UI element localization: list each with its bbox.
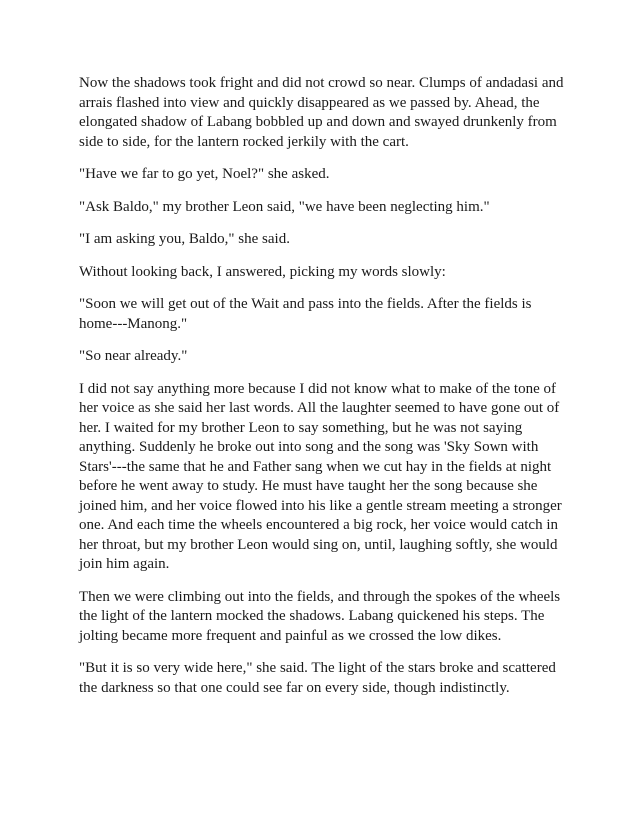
paragraph-2: "Have we far to go yet, Noel?" she asked. bbox=[79, 166, 330, 182]
story-text bbox=[79, 74, 569, 711]
paragraph-8: I did not say anything more because I did not know what to make of the tone of her voice as she said her last words. All the laughter seemed to have gone out of her. I waited for my brother Leon to say something, but he was not saying anything. Suddenly he broke out into song and the song was 'Sky Sown with Stars'---the same that he and Father sang when we cut hay in the fields at night before he went away to study. He must have taught her the song because she joined him, and her voice flowed into his like a gentle stream meeting a stronger one. And each time the wheels encountered a big rock, her voice would catch in her throat, but my brother Leon would sing on, until, laughing softly, she would join him again. bbox=[79, 380, 562, 572]
paragraph-3: "Ask Baldo," my brother Leon said, "we have been neglecting him." bbox=[79, 198, 490, 215]
paragraph-1: Now the shadows took fright and did not crowd so near. Clumps of andadasi and arrais flashed into view and quickly disappeared as we passed by. Ahead, the elongated shadow of Labang bobbled up and down and swayed drunkenly from side to side, for the lantern rocked jerkily with the cart. bbox=[79, 75, 564, 150]
paragraph-6: "Soon we will get out of the Wait and pass into the fields. After the fields is home---Manong." bbox=[79, 296, 532, 332]
paragraph-10: "But it is so very wide here," she said. The light of the stars broke and scattered the darkness so that one could see far on every side, though indistinctly. bbox=[79, 660, 556, 696]
paragraph-4: "I am asking you, Baldo," she said. bbox=[79, 231, 290, 247]
paragraph-7: "So near already." bbox=[79, 348, 188, 364]
paragraph-5: Without looking back, I answered, picking my words slowly: bbox=[79, 263, 446, 280]
paragraph-9: Then we were climbing out into the fields, and through the spokes of the wheels the light of the lantern mocked the shadows. Labang quickened his steps. The jolting became more frequent and painful as we crossed the low dikes. bbox=[79, 588, 561, 644]
